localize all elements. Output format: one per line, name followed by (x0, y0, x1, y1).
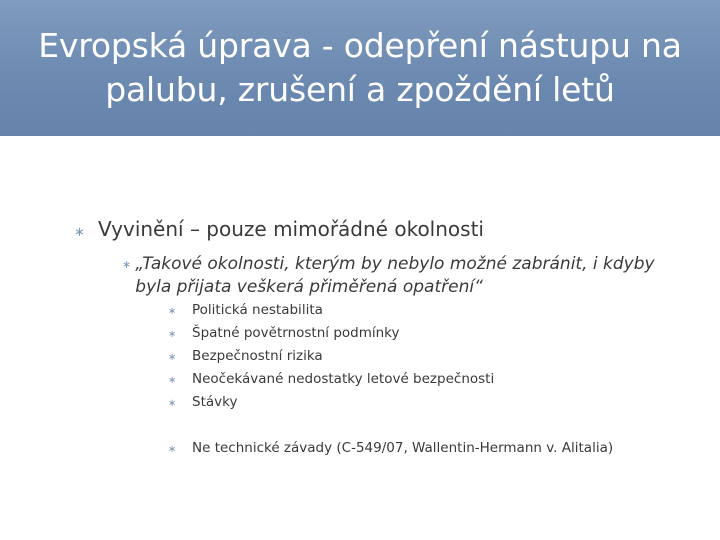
list-item (168, 325, 400, 341)
asterisk-bullet-icon: ∗ (74, 225, 85, 240)
list-item-technical-defects (168, 440, 613, 456)
slide-title: Evropská úprava - odepření nástupu na palubu, zrušení a zpoždění letů (38, 26, 682, 109)
list-item-text: Bezpečnostní rizika (192, 348, 323, 364)
list-item (168, 394, 237, 410)
list-item-text: Politická nestabilita (192, 302, 323, 318)
quote-text: „Takové okolnosti, kterým by nebylo možné zabránit, i kdyby byla přijata veškerá přiměřená opatření“ (135, 254, 655, 297)
asterisk-bullet-icon: ∗ (168, 306, 177, 317)
list-item-text: Špatné povětrnostní podmínky (192, 325, 400, 341)
list-item (168, 348, 323, 364)
list-item-text: Neočekávané nedostatky letové bezpečnosti (192, 371, 495, 387)
asterisk-bullet-icon: ∗ (168, 352, 177, 363)
asterisk-bullet-icon: ∗ (168, 398, 177, 409)
asterisk-bullet-icon: ∗ (168, 375, 177, 386)
bullet-level1 (74, 217, 484, 241)
asterisk-bullet-icon: ∗ (168, 444, 177, 455)
list-item (168, 302, 323, 318)
bullet-text: Vyvinění – pouze mimořádné okolnosti (98, 217, 484, 241)
list-item (168, 371, 494, 387)
bullet-level2-quote (122, 253, 662, 299)
list-item-text: Ne technické závady (C-549/07, Wallentin-Hermann v. Alitalia) (192, 440, 614, 456)
list-item-text: Stávky (192, 394, 238, 410)
asterisk-bullet-icon: ∗ (168, 329, 177, 340)
asterisk-bullet-icon: ∗ (122, 258, 132, 271)
